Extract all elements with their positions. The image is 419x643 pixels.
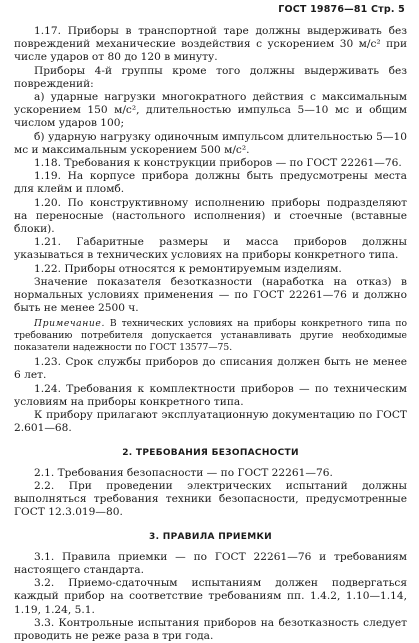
- document-body: [14, 25, 407, 643]
- paragraph-3-1: 3.1. Правила приемки — по ГОСТ 22261—76 и требованиям настоящего стандарта.: [14, 550, 407, 576]
- paragraph-2-1: 2.1. Требования безопасности — по ГОСТ 22261—76.: [34, 466, 333, 479]
- note-label: Примечание.: [34, 318, 105, 330]
- paragraph-group4-intro: Приборы 4-й группы кроме того должны выдерживать без повреждений:: [14, 64, 407, 90]
- running-header: ГОСТ 19876—81 Стр. 5: [278, 4, 405, 15]
- paragraph-1-18: 1.18. Требования к конструкции приборов — по ГОСТ 22261—76.: [34, 157, 402, 170]
- paragraph-item-b: б) ударную нагрузку одиночным импульсом длительностью 5—10 мс и максимальным ускорением 500 м/с².: [14, 130, 407, 156]
- paragraph-1-23: 1.23. Срок службы приборов до списания должен быть не менее 6 лет.: [14, 356, 407, 382]
- paragraph-1-17: 1.17. Приборы в транспортной таре должны выдерживать без повреждений механические воздействия с ускорением 30 м/с² при числе ударов от 80 до 120 в минуту.: [14, 25, 407, 64]
- paragraph-3-2: 3.2. Приемо-сдаточным испытаниям должен подвергаться каждый прибор на соответствие требованиям пп. 1.4.2, 1.10—1.14, 1.19, 1.24, 5.1.: [14, 577, 407, 616]
- paragraph-1-20: 1.20. По конструктивному исполнению приборы подразделяют на переносные (настольного исполнения) и стоечные (вставные блоки).: [14, 196, 407, 236]
- paragraph-2-2: 2.2. При проведении электрических испытаний должны выполняться требования техники безопасности, предусмотренные ГОСТ 12.3.019—80.: [14, 479, 407, 519]
- paragraph-1-22: 1.22. Приборы относятся к ремонтируемым изделиям.: [34, 262, 342, 275]
- paragraph-documentation: К прибору прилагают эксплуатационную документацию по ГОСТ 2.601—68.: [14, 409, 407, 435]
- note-block: [14, 318, 407, 353]
- note-text: В технических условиях на приборы конкретного типа по требованию потребителя допускается устанавливать другие необходимые показатели надежности по ГОСТ 13577—75.: [14, 318, 408, 353]
- paragraph-1-21: 1.21. Габаритные размеры и масса приборов должны указываться в технических условиях на приборы конкретного типа.: [14, 236, 407, 262]
- paragraph-3-3: 3.3. Контрольные испытания приборов на безотказность следует проводить не реже раза в три года.: [14, 616, 407, 642]
- paragraph-1-19: 1.19. На корпусе прибора должны быть предусмотрены места для клейм и пломб.: [14, 170, 407, 196]
- section-2-title: 2. ТРЕБОВАНИЯ БЕЗОПАСНОСТИ: [122, 448, 299, 459]
- paragraph-item-a: а) ударные нагрузки многократного действия с максимальным ускорением 150 м/с², длительностью импульса 5—10 мс и общим числом ударов 100;: [14, 91, 407, 130]
- paragraph-reliability-value: Значение показателя безотказности (наработка на отказ) в нормальных условиях применения — по ГОСТ 22261—76 и должно быть не менее 2500 ч.: [14, 275, 407, 315]
- paragraph-1-24: 1.24. Требования к комплектности приборов — по техническим условиям на приборы конкретного типа.: [14, 382, 407, 408]
- section-3-title: 3. ПРАВИЛА ПРИЕМКИ: [149, 532, 272, 543]
